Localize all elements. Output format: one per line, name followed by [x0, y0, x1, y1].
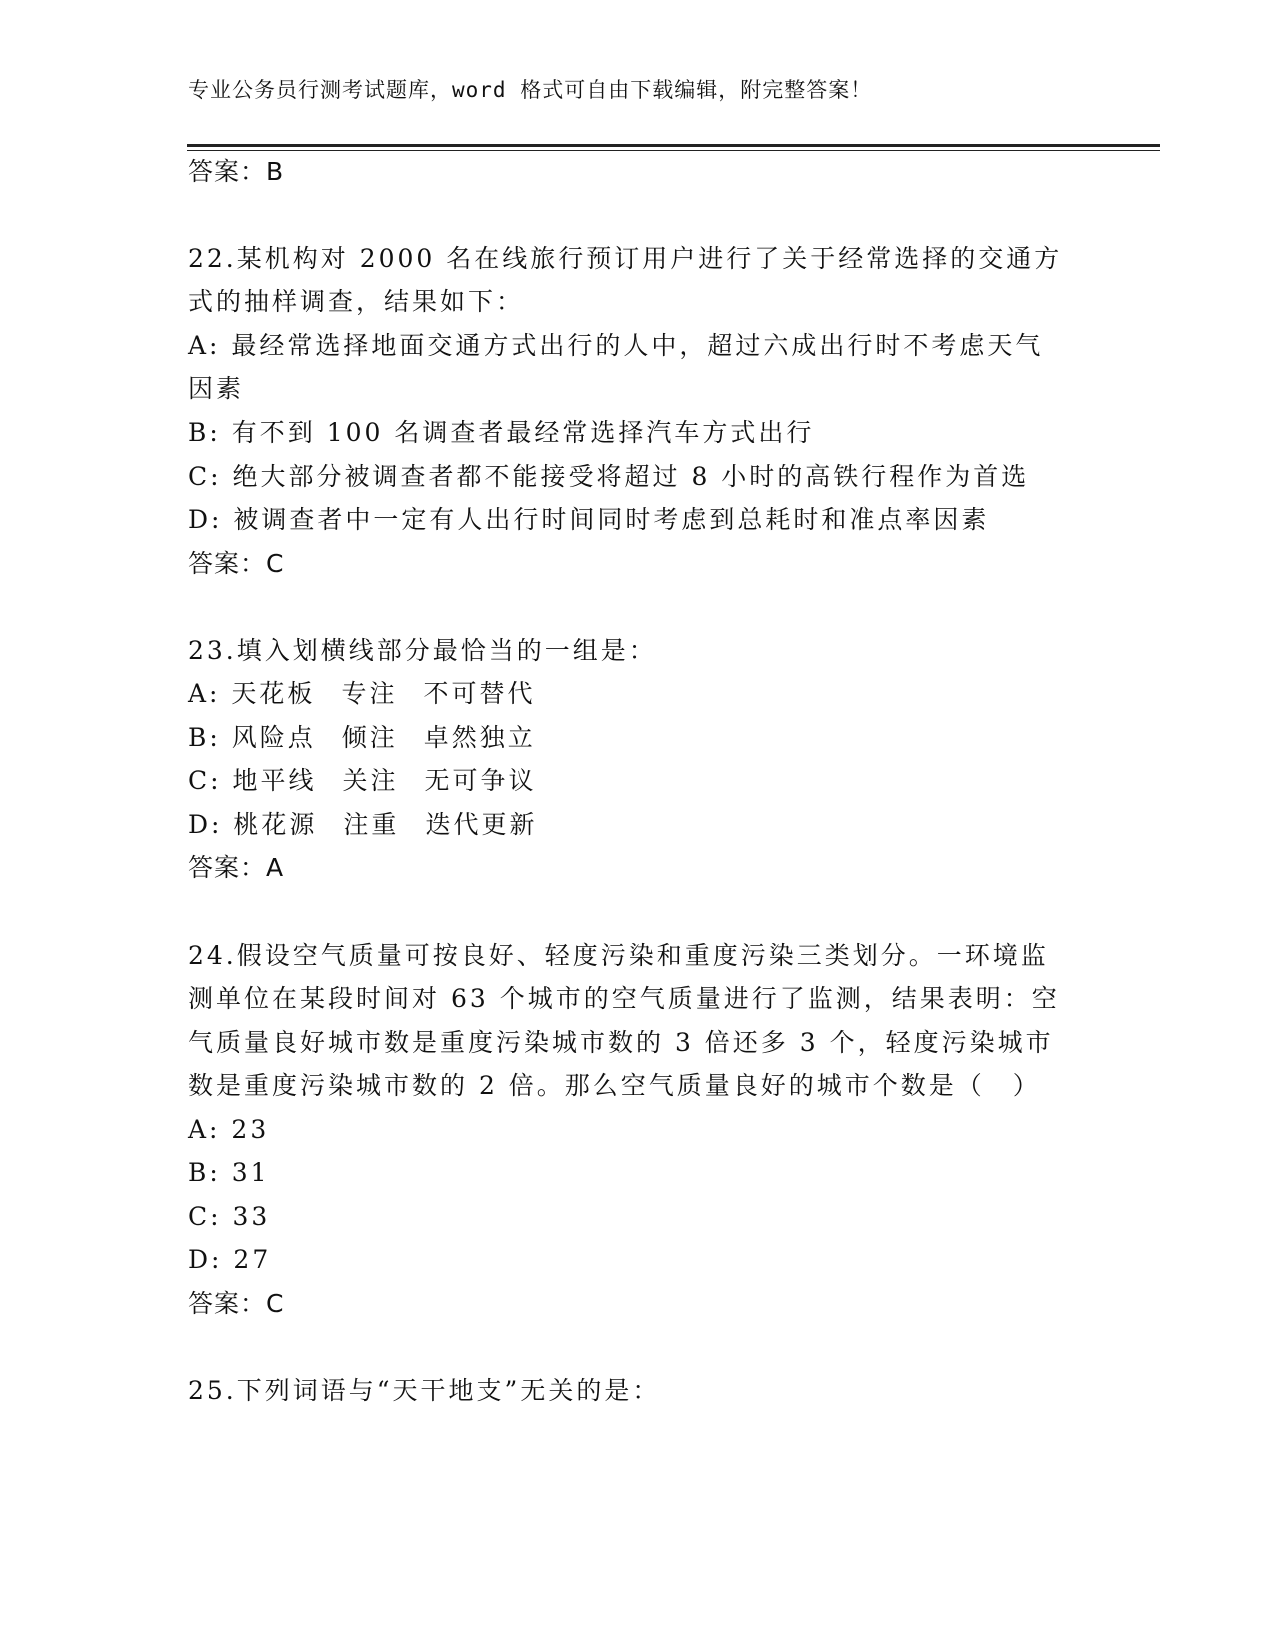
answer-label: 答案：	[188, 549, 267, 578]
page-header: 专业公务员行测考试题库，word 格式可自由下载编辑，附完整答案！	[188, 78, 873, 102]
option-b: B: 有不到 100 名调查者最经常选择汽车方式出行	[188, 418, 815, 447]
option-a: A: 最经常选择地面交通方式出行的人中，超过六成出行时不考虑天气	[188, 331, 1044, 360]
option-c: C: 33	[188, 1202, 271, 1231]
answer-value: A	[266, 853, 285, 882]
option-b	[188, 723, 536, 753]
option-a: A: 23	[188, 1115, 270, 1144]
option-word: B: 风险点	[188, 723, 316, 752]
header-divider-thin	[187, 150, 1160, 151]
option-word: 关注	[342, 766, 399, 795]
question-stem-line: 气质量良好城市数是重度污染城市数的 3 倍还多 3 个，轻度污染城市	[188, 1028, 1054, 1057]
question-stem-line: 测单位在某段时间对 63 个城市的空气质量进行了监测，结果表明：空	[188, 984, 1060, 1013]
option-word: D: 桃花源	[188, 810, 318, 839]
option-word: 注重	[343, 810, 400, 839]
answer-label: 答案：	[188, 157, 267, 186]
answer-line	[188, 549, 284, 579]
option-a	[188, 679, 535, 709]
question-stem-line: 数是重度污染城市数的 2 倍。那么空气质量良好的城市个数是（ ）	[188, 1071, 1041, 1100]
answer-value: C	[266, 1289, 285, 1318]
option-word: 专注	[341, 679, 398, 708]
option-d: D: 27	[188, 1245, 272, 1274]
option-a-continued: 因素	[188, 374, 245, 403]
option-word: 不可替代	[423, 679, 536, 708]
answer-line	[188, 853, 284, 883]
answer-value: C	[266, 549, 285, 578]
option-word: 卓然独立	[423, 723, 536, 752]
option-word: A: 天花板	[188, 679, 316, 708]
option-c	[188, 766, 537, 796]
answer-line	[188, 157, 284, 187]
option-c: C: 绝大部分被调查者都不能接受将超过 8 小时的高铁行程作为首选	[188, 462, 1030, 491]
answer-label: 答案：	[188, 1289, 267, 1318]
answer-line	[188, 1289, 284, 1319]
question-stem-line: 24.假设空气质量可按良好、轻度污染和重度污染三类划分。一环境监	[188, 941, 1049, 970]
option-word: 倾注	[341, 723, 398, 752]
question-stem-line: 25.下列词语与“天干地支”无关的是：	[188, 1376, 661, 1405]
question-stem-line: 22.某机构对 2000 名在线旅行预订用户进行了关于经常选择的交通方	[188, 244, 1063, 273]
question-stem-line: 式的抽样调查，结果如下：	[188, 287, 525, 316]
option-b: B: 31	[188, 1158, 270, 1187]
option-word: 迭代更新	[425, 810, 538, 839]
option-word: 无可争议	[424, 766, 537, 795]
question-stem-line: 23.填入划横线部分最恰当的一组是：	[188, 636, 657, 665]
answer-label: 答案：	[188, 853, 267, 882]
header-divider-thick	[187, 144, 1160, 147]
option-d: D: 被调查者中一定有人出行时间同时考虑到总耗时和准点率因素	[188, 505, 990, 534]
option-word: C: 地平线	[188, 766, 317, 795]
answer-value: B	[266, 157, 285, 186]
option-d	[188, 810, 537, 840]
